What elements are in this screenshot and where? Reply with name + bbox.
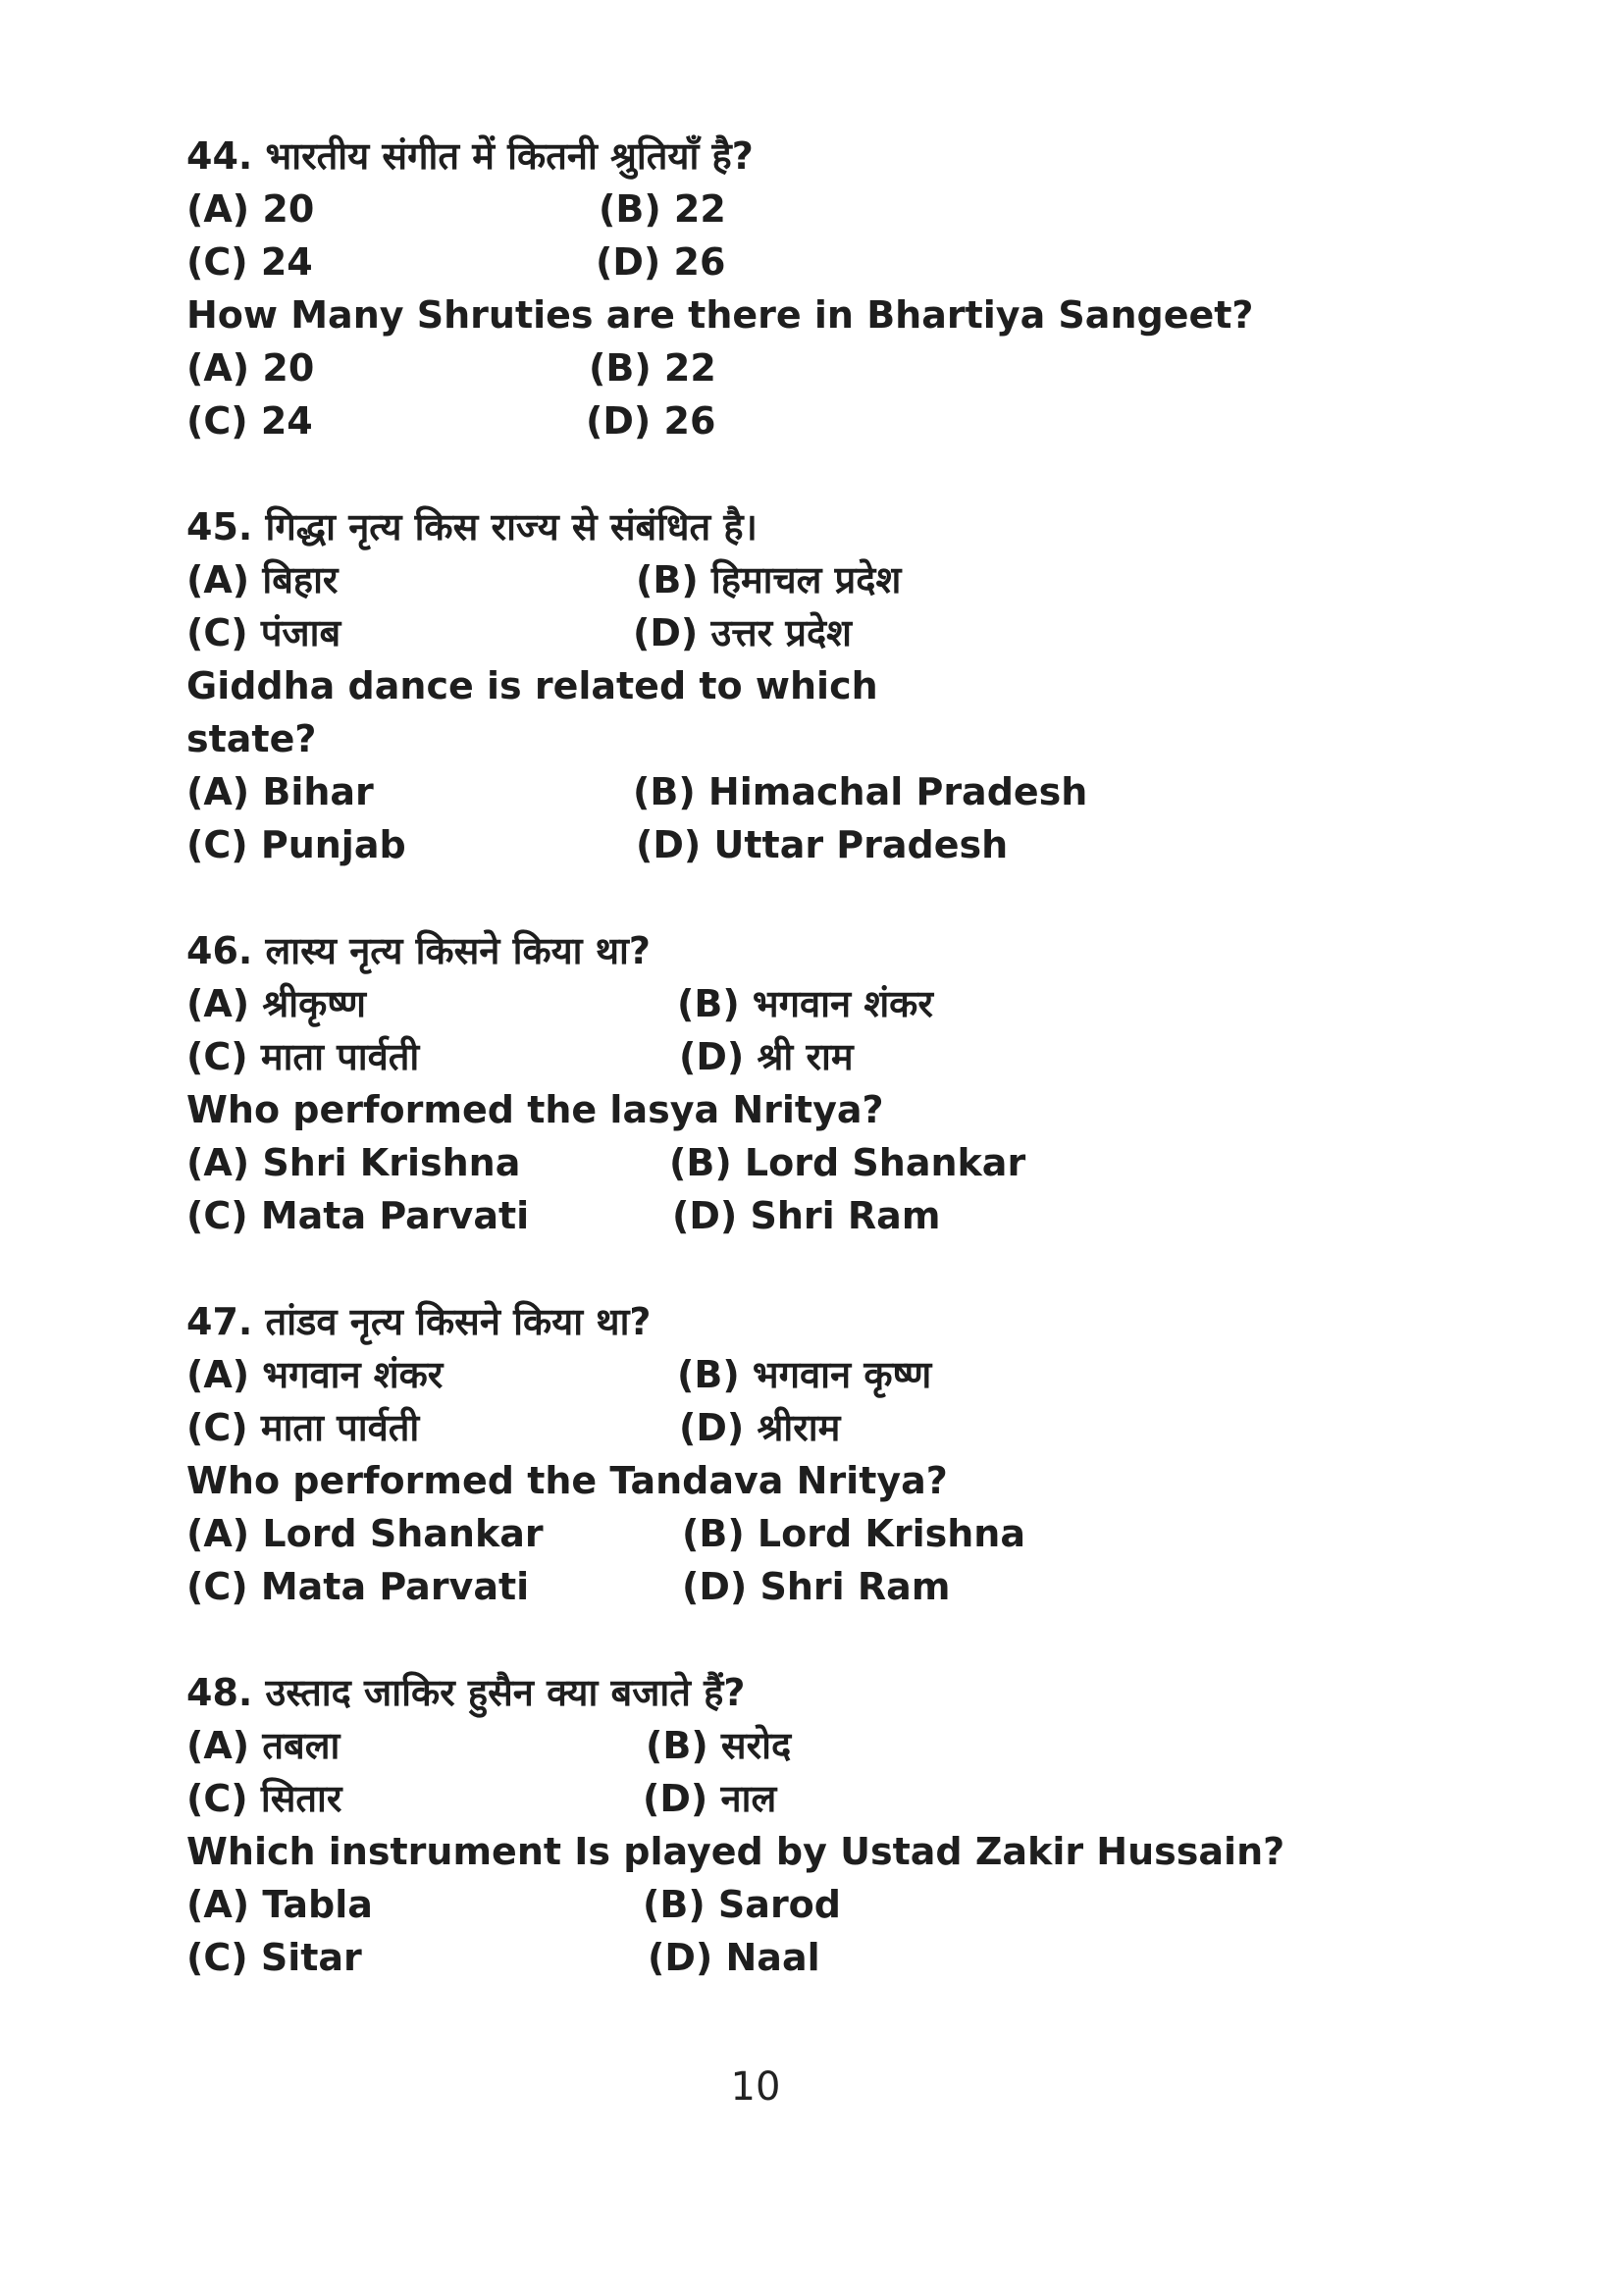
option-c: (C) Sitar <box>186 1936 362 1979</box>
option-row <box>186 765 1462 818</box>
option-d: (D) Uttar Pradesh <box>636 823 1009 866</box>
option-b: (B) हिमाचल प्रदेश <box>636 558 902 601</box>
option-d: (D) श्री राम <box>679 1035 854 1078</box>
option-row <box>186 394 1462 447</box>
question-45 <box>186 500 1462 871</box>
option-c: (C) Punjab <box>186 823 406 866</box>
option-row <box>186 977 1462 1030</box>
question-en-text-continued: state? <box>186 717 317 760</box>
question-en-text: How Many Shruties are there in Bhartiya Sangeet? <box>186 293 1254 337</box>
option-d: (D) नाल <box>643 1777 777 1820</box>
option-a: (A) 20 <box>186 187 315 231</box>
page-number: 10 <box>730 2064 781 2110</box>
question-hi-text: 48. उस्ताद जाकिर हुसैन क्या बजाते हैं? <box>186 1671 746 1714</box>
question-en-text: Who performed the Tandava Nritya? <box>186 1459 948 1502</box>
option-d: (D) उत्तर प्रदेश <box>633 611 853 654</box>
option-row <box>186 553 1462 606</box>
option-row <box>186 235 1462 288</box>
option-b: (B) भगवान कृष्ण <box>677 1353 932 1396</box>
option-row <box>186 1878 1462 1931</box>
option-c: (C) Mata Parvati <box>186 1194 530 1237</box>
option-c: (C) माता पार्वती <box>186 1406 420 1449</box>
option-c: (C) सितार <box>186 1777 342 1820</box>
option-a: (A) Bihar <box>186 770 374 813</box>
option-row <box>186 818 1462 871</box>
question-hi-text: 44. भारतीय संगीत में कितनी श्रुतियाँ है? <box>186 134 754 178</box>
option-b: (B) भगवान शंकर <box>677 982 933 1025</box>
option-row <box>186 1507 1462 1560</box>
option-row <box>186 1030 1462 1083</box>
option-b: (B) Himachal Pradesh <box>633 770 1088 813</box>
question-hi-text: 46. लास्य नृत्य किसने किया था? <box>186 929 651 972</box>
option-c: (C) माता पार्वती <box>186 1035 420 1078</box>
option-b: (B) Sarod <box>643 1883 841 1926</box>
option-d: (D) श्रीराम <box>679 1406 841 1449</box>
option-row <box>186 606 1462 659</box>
option-d: (D) 26 <box>586 399 716 443</box>
option-row <box>186 1348 1462 1401</box>
question-47 <box>186 1295 1462 1613</box>
option-row <box>186 1401 1462 1454</box>
option-c: (C) Mata Parvati <box>186 1565 530 1608</box>
option-a: (A) Tabla <box>186 1883 373 1926</box>
option-row <box>186 1772 1462 1825</box>
option-b: (B) Lord Shankar <box>669 1141 1026 1184</box>
option-b: (B) सरोद <box>646 1724 792 1767</box>
option-row <box>186 1931 1462 1984</box>
option-a: (A) Shri Krishna <box>186 1141 521 1184</box>
option-a: (A) 20 <box>186 346 315 390</box>
option-a: (A) भगवान शंकर <box>186 1353 444 1396</box>
option-row <box>186 341 1462 394</box>
option-c: (C) 24 <box>186 240 313 284</box>
question-list <box>186 130 1462 2037</box>
question-46 <box>186 924 1462 1242</box>
option-d: (D) Shri Ram <box>682 1565 951 1608</box>
option-a: (A) श्रीकृष्ण <box>186 982 367 1025</box>
option-c: (C) 24 <box>186 399 313 443</box>
option-a: (A) Lord Shankar <box>186 1512 544 1555</box>
option-row <box>186 1719 1462 1772</box>
option-b: (B) 22 <box>599 187 726 231</box>
option-d: (D) Shri Ram <box>672 1194 941 1237</box>
option-row <box>186 1136 1462 1189</box>
option-d: (D) 26 <box>596 240 726 284</box>
question-hi-text: 45. गिद्धा नृत्य किस राज्य से संबंधित है। <box>186 505 758 548</box>
question-48 <box>186 1666 1462 1984</box>
option-row <box>186 1560 1462 1613</box>
option-d: (D) Naal <box>648 1936 820 1979</box>
option-b: (B) 22 <box>589 346 716 390</box>
option-a: (A) तबला <box>186 1724 340 1767</box>
question-hi-text: 47. तांडव नृत्य किसने किया था? <box>186 1300 652 1343</box>
option-c: (C) पंजाब <box>186 611 341 654</box>
question-en-text: Which instrument Is played by Ustad Zakir Hussain? <box>186 1830 1285 1873</box>
option-row <box>186 1189 1462 1242</box>
question-en-text: Giddha dance is related to which <box>186 664 878 707</box>
option-b: (B) Lord Krishna <box>682 1512 1025 1555</box>
option-a: (A) बिहार <box>186 558 339 601</box>
question-en-text: Who performed the lasya Nritya? <box>186 1088 884 1131</box>
question-44 <box>186 130 1462 447</box>
option-row <box>186 183 1462 235</box>
